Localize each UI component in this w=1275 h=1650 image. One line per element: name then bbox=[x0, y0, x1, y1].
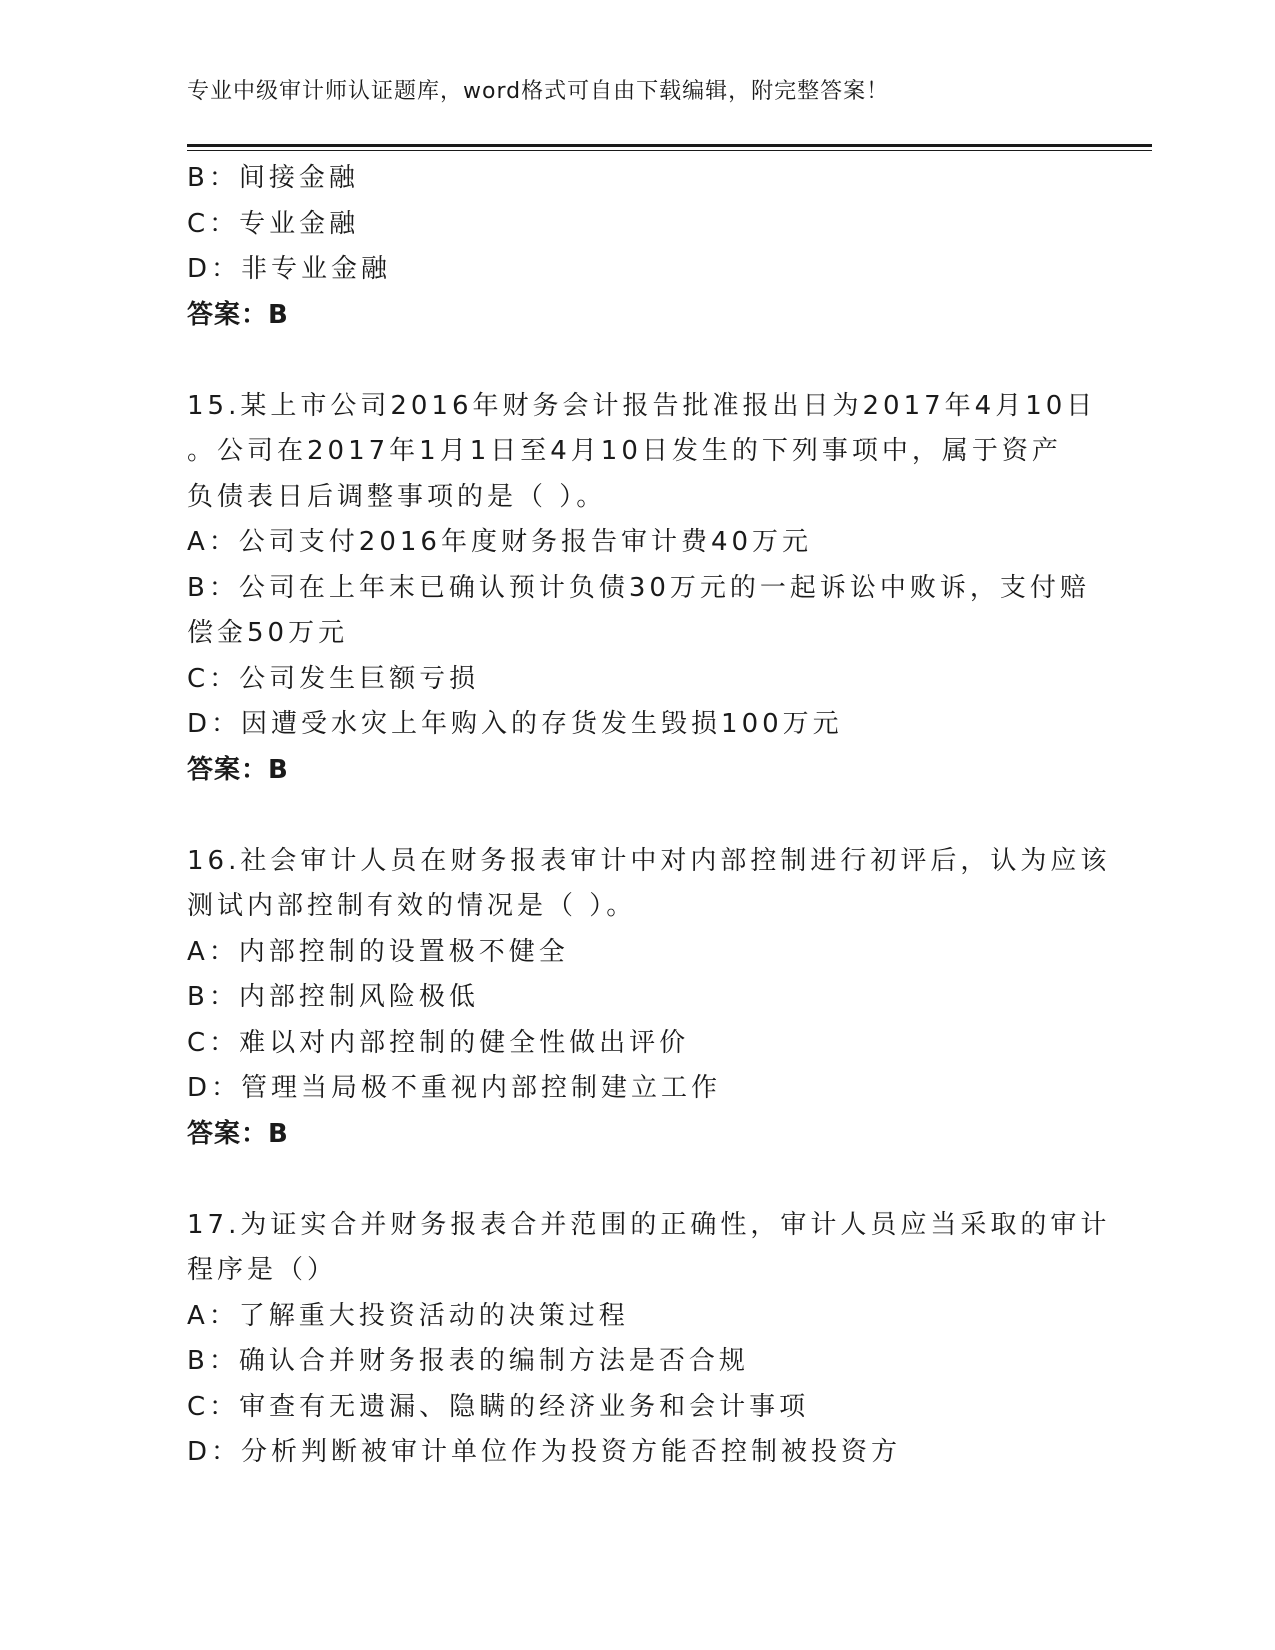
option-line: A：内部控制的设置极不健全 bbox=[187, 936, 569, 967]
option-line: C：难以对内部控制的健全性做出评价 bbox=[187, 1027, 690, 1058]
answer-line: 答案：B bbox=[187, 299, 289, 330]
option-line: D：非专业金融 bbox=[187, 254, 392, 284]
option-line: B：间接金融 bbox=[187, 163, 359, 193]
spacer bbox=[187, 338, 1087, 384]
question-line: 负债表日后调整事项的是（ ）。 bbox=[187, 481, 607, 512]
question-line: 程序是（） bbox=[187, 1255, 338, 1285]
option-line: C：专业金融 bbox=[187, 208, 360, 239]
option-line: 偿金50万元 bbox=[187, 618, 349, 648]
question-15 bbox=[187, 384, 1097, 794]
option-line: B：内部控制风险极低 bbox=[187, 982, 479, 1012]
spacer bbox=[187, 793, 1087, 839]
option-line: C：公司发生巨额亏损 bbox=[187, 663, 480, 694]
header-rule-thick bbox=[187, 144, 1152, 147]
option-line: D：管理当局极不重视内部控制建立工作 bbox=[187, 1073, 722, 1103]
page-header: 专业中级审计师认证题库，word格式可自由下载编辑，附完整答案！ bbox=[187, 79, 890, 104]
document-body bbox=[187, 156, 1111, 1476]
question-14-tail bbox=[187, 156, 1087, 338]
option-line: D：因遭受水灾上年购入的存货发生毁损100万元 bbox=[187, 709, 843, 739]
option-line: A：了解重大投资活动的决策过程 bbox=[187, 1300, 629, 1331]
question-16 bbox=[187, 839, 1111, 1158]
question-line: 测试内部控制有效的情况是（ ）。 bbox=[187, 891, 637, 921]
option-line: B：确认合并财务报表的编制方法是否合规 bbox=[187, 1346, 749, 1376]
option-line: B：公司在上年末已确认预计负债30万元的一起诉讼中败诉，支付赔 bbox=[187, 572, 1090, 603]
option-line: A：公司支付2016年度财务报告审计费40万元 bbox=[187, 527, 813, 557]
header-rule-thin bbox=[187, 150, 1152, 151]
answer-line: 答案：B bbox=[187, 754, 289, 785]
question-17 bbox=[187, 1203, 1111, 1476]
question-line: 17.为证实合并财务报表合并范围的正确性，审计人员应当采取的审计 bbox=[187, 1209, 1111, 1240]
question-line: 16.社会审计人员在财务报表审计中对内部控制进行初评后，认为应该 bbox=[187, 845, 1111, 876]
answer-line: 答案：B bbox=[187, 1118, 289, 1149]
question-line: 。公司在2017年1月1日至4月10日发生的下列事项中，属于资产 bbox=[187, 436, 1062, 466]
option-line: D：分析判断被审计单位作为投资方能否控制被投资方 bbox=[187, 1437, 902, 1467]
option-line: C：审查有无遗漏、隐瞒的经济业务和会计事项 bbox=[187, 1391, 810, 1422]
question-line: 15.某上市公司2016年财务会计报告批准报出日为2017年4月10日 bbox=[187, 390, 1097, 421]
spacer bbox=[187, 1157, 1087, 1203]
